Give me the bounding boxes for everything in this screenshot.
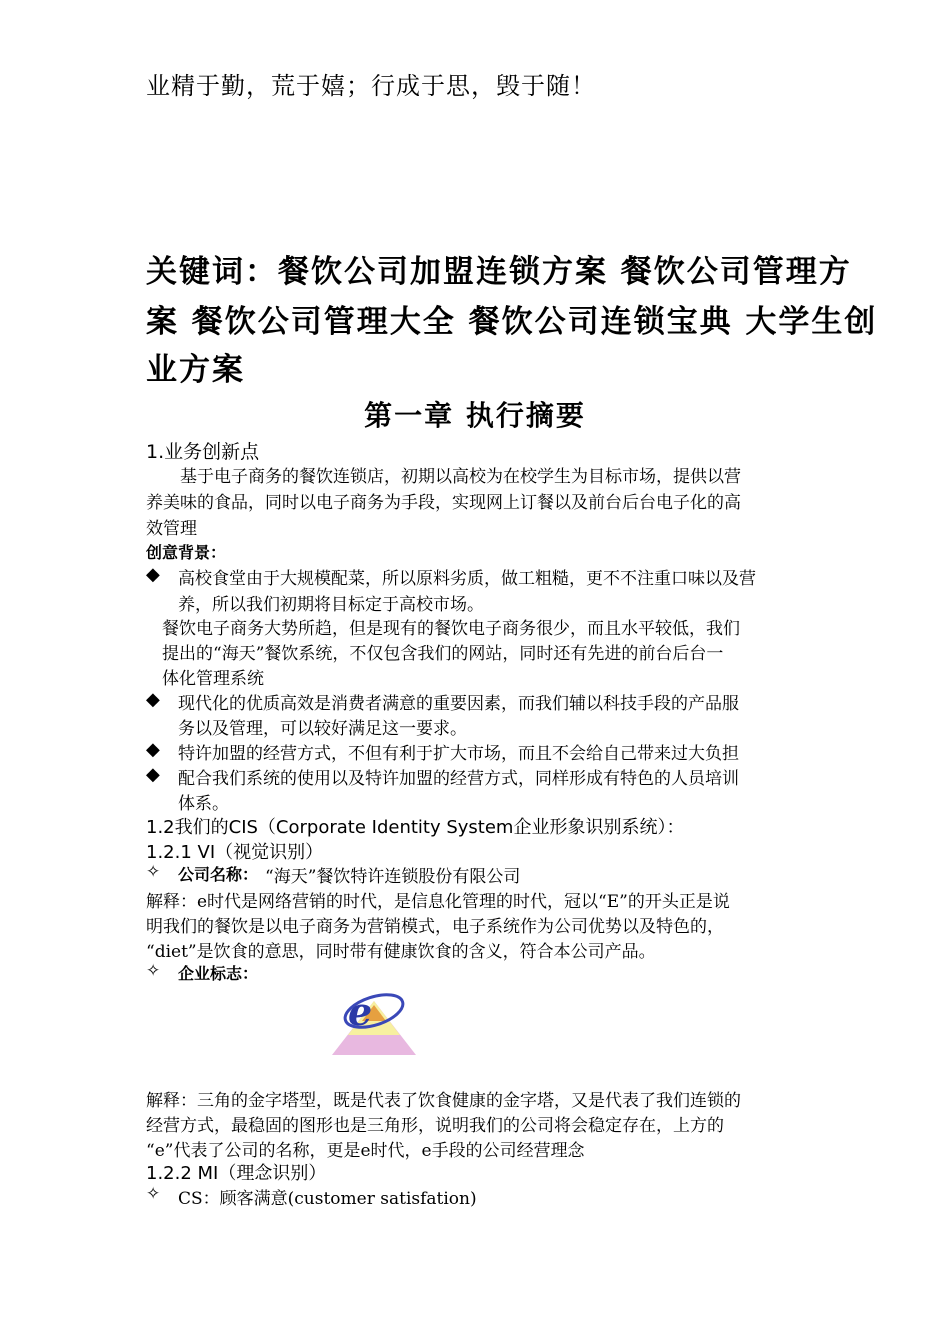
indent-line: 提出的“海天”餐饮系统，不仅包含我们的网站，同时还有先进的前台后台一 — [162, 644, 724, 664]
company-name-label: 公司名称： — [178, 865, 259, 884]
creative-background-label: 创意背景： — [146, 543, 227, 562]
cs-line: CS：顾客满意(customer satisfation) — [178, 1189, 477, 1209]
indent-line: 餐饮电子商务大势所趋，但是现有的餐饮电子商务很少，而且水平较低，我们 — [162, 619, 740, 639]
diamond-bullet-icon: ◆ — [146, 689, 160, 710]
keywords-line-1: 关键词：餐饮公司加盟连锁方案 餐饮公司管理方 — [146, 254, 852, 290]
bullet-line: 高校食堂由于大规模配菜，所以原料劣质，做工粗糙，更不不注重口味以及营 — [178, 569, 756, 589]
paragraph-line: 养美味的食品，同时以电子商务为手段，实现网上订餐以及前台后台电子化的高 — [146, 493, 741, 513]
section-heading-mi: 1.2.2 MI（理念识别） — [146, 1163, 327, 1184]
keywords-line-2: 案 餐饮公司管理大全 餐饮公司连锁宝典 大学生创 — [146, 304, 878, 340]
explanation-line: 解释：e时代是网络营销的时代，是信息化管理的时代，冠以“E”的开头正是说 — [146, 892, 730, 912]
star-bullet-icon: ✧ — [146, 961, 161, 981]
diamond-bullet-icon: ◆ — [146, 739, 160, 760]
explanation-line: 明我们的餐饮是以电子商务为营销模式，电子系统作为公司优势以及特色的， — [146, 917, 724, 937]
paragraph-line: 效管理 — [146, 519, 197, 539]
bullet-line: 现代化的优质高效是消费者满意的重要因素，而我们辅以科技手段的产品服 — [178, 694, 739, 714]
section-heading-vi: 1.2.1 VI（视觉识别） — [146, 842, 324, 863]
diamond-bullet-icon: ◆ — [146, 764, 160, 785]
explanation-line: “diet”是饮食的意思，同时带有健康饮食的含义，符合本公司产品。 — [146, 942, 656, 962]
bullet-line: 特许加盟的经营方式，不但有利于扩大市场，而且不会给自己带来过大负担 — [178, 744, 739, 764]
section-heading-innovation: 1.业务创新点 — [146, 441, 260, 463]
bullet-line: 养，所以我们初期将目标定于高校市场。 — [178, 595, 484, 615]
motto-text: 业精于勤，荒于嬉；行成于思，毁于随！ — [146, 72, 596, 100]
logo-e-letter: e — [348, 989, 373, 1034]
keywords-line-3: 业方案 — [146, 352, 245, 388]
company-name-value: “海天”餐饮特许连锁股份有限公司 — [265, 867, 521, 887]
explanation-line: 解释：三角的金字塔型，既是代表了饮食健康的金字塔，又是代表了我们连锁的 — [146, 1091, 741, 1111]
star-bullet-icon: ✧ — [146, 862, 161, 882]
bullet-line: 配合我们系统的使用以及特许加盟的经营方式，同样形成有特色的人员培训 — [178, 769, 739, 789]
explanation-line: 经营方式，最稳固的图形也是三角形，说明我们的公司将会稳定存在，上方的 — [146, 1116, 724, 1136]
section-heading-cis: 1.2我们的CIS（Corporate Identity System企业形象识别系统）： — [146, 817, 685, 838]
star-bullet-icon: ✧ — [146, 1184, 161, 1204]
chapter-title: 第一章 执行摘要 — [364, 399, 586, 432]
explanation-line: “e”代表了公司的名称，更是e时代，e手段的公司经营理念 — [146, 1141, 585, 1161]
paragraph-line: 基于电子商务的餐饮连锁店，初期以高校为在校学生为目标市场，提供以营 — [180, 467, 741, 487]
bullet-line: 体系。 — [178, 794, 229, 814]
diamond-bullet-icon: ◆ — [146, 564, 160, 585]
bullet-line: 务以及管理，可以较好满足这一要求。 — [178, 719, 467, 739]
indent-line: 体化管理系统 — [162, 669, 264, 689]
company-logo — [330, 985, 418, 1061]
logo-label: 企业标志： — [178, 964, 259, 983]
